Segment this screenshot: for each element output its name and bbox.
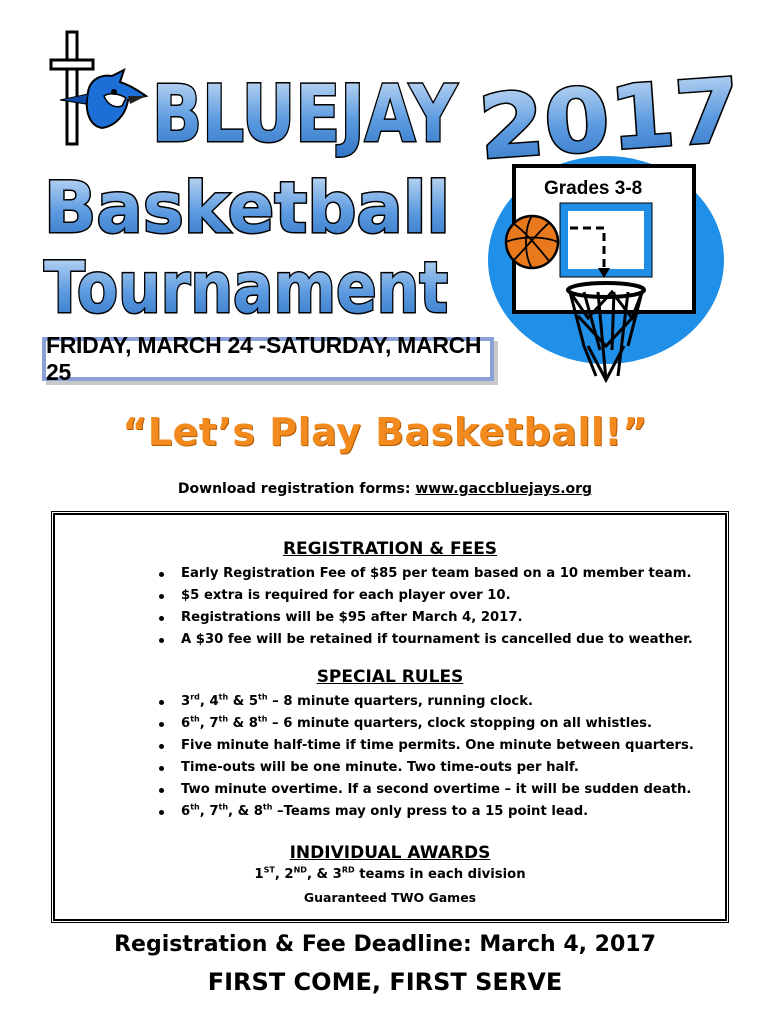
first-come-line: FIRST COME, FIRST SERVE bbox=[207, 968, 563, 996]
awards-heading: INDIVIDUAL AWARDS bbox=[289, 843, 491, 863]
grades-label: Grades 3-8 bbox=[544, 178, 643, 199]
deadline-line: Registration & Fee Deadline: March 4, 2017 bbox=[114, 932, 656, 957]
awards-line: 1ST, 2ND, & 3RD teams in each division bbox=[254, 865, 526, 882]
list-item: Two minute overtime. If a second overtime – it will be sudden death. bbox=[155, 779, 694, 801]
info-box bbox=[53, 513, 727, 921]
guaranteed-games: Guaranteed TWO Games bbox=[303, 890, 477, 905]
download-label: Download registration forms: bbox=[177, 481, 416, 497]
date-range: FRIDAY, MARCH 24 -SATURDAY, MARCH 25 bbox=[46, 332, 482, 385]
website-link[interactable]: www.gaccbluejays.org bbox=[415, 481, 593, 497]
registration-heading: REGISTRATION & FEES bbox=[282, 539, 498, 559]
tagline: “Let’s Play Basketball!” bbox=[122, 410, 648, 454]
list-item: Early Registration Fee of $85 per team based on a 10 member team. bbox=[155, 563, 693, 585]
list-item: 6th, 7th & 8th – 6 minute quarters, clock stopping on all whistles. bbox=[155, 713, 694, 735]
svg-text:2017: 2017 bbox=[475, 59, 727, 180]
title-tournament: Tournament bbox=[44, 247, 448, 329]
title-basketball: Basketball bbox=[44, 167, 450, 249]
registration-list bbox=[155, 563, 693, 651]
list-item: Time-outs will be one minute. Two time-outs per half. bbox=[155, 757, 694, 779]
rules-heading: SPECIAL RULES bbox=[316, 667, 464, 687]
list-item: 3rd, 4th & 5th – 8 minute quarters, running clock. bbox=[155, 691, 694, 713]
download-line bbox=[0, 481, 770, 497]
rules-list bbox=[155, 691, 694, 823]
list-item: 6th, 7th, & 8th –Teams may only press to a 15 point lead. bbox=[155, 801, 694, 823]
title-bluejay: BLUEJAY bbox=[152, 70, 459, 160]
list-item: A $30 fee will be retained if tournament is cancelled due to weather. bbox=[155, 629, 693, 651]
list-item: Registrations will be $95 after March 4, 2017. bbox=[155, 607, 693, 629]
list-item: Five minute half-time if time permits. One minute between quarters. bbox=[155, 735, 694, 757]
cross-icon bbox=[51, 32, 93, 144]
date-banner bbox=[42, 332, 494, 385]
list-item: $5 extra is required for each player over 10. bbox=[155, 585, 693, 607]
